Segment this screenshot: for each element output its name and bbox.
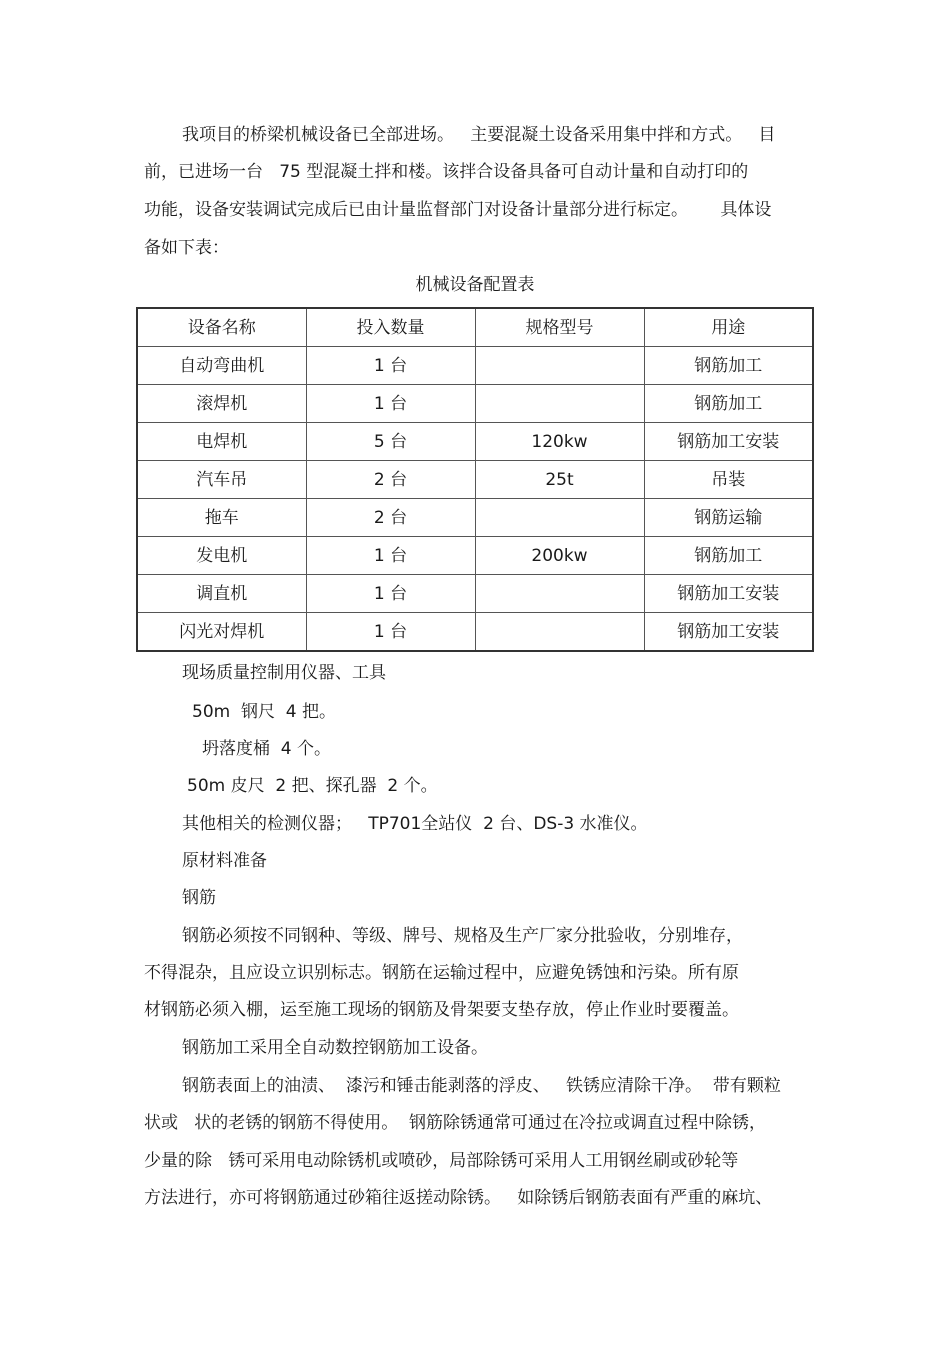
cell-name: 电焊机: [137, 423, 306, 461]
rebar-para3-line: 少量的除 锈可采用电动除锈机或喷砂，局部除锈可采用人工用钢丝刷或砂轮等: [144, 1151, 739, 1171]
instrument-item: 50m 皮尺 2 把、探孔器 2 个。: [187, 776, 438, 796]
cell-spec: 120kw: [475, 423, 644, 461]
intro-line-1: 我项目的桥梁机械设备已全部进场。 主要混凝土设备采用集中拌和方式。 目: [182, 125, 776, 145]
cell-quantity: 5 台: [306, 423, 475, 461]
materials-heading: 原材料准备: [182, 851, 267, 871]
rebar-para1-line: 不得混杂，且应设立识别标志。钢筋在运输过程中，应避免锈蚀和污染。所有原: [144, 963, 739, 983]
cell-usage: 钢筋运输: [644, 499, 813, 537]
cell-quantity: 1 台: [306, 347, 475, 385]
cell-name: 发电机: [137, 537, 306, 575]
instrument-item: 50m 钢尺 4 把。: [192, 702, 337, 722]
table-header-row: [137, 308, 813, 347]
intro-line-3: 功能，设备安装调试完成后已由计量监督部门对设备计量部分进行标定。 具体设: [144, 200, 772, 220]
rebar-para3-line: 钢筋表面上的油渍、 漆污和锤击能剥落的浮皮、 铁锈应清除干净。 带有颗粒: [182, 1076, 781, 1096]
table-row: [137, 423, 813, 461]
table-row: [137, 537, 813, 575]
cell-spec: [475, 499, 644, 537]
cell-quantity: 2 台: [306, 499, 475, 537]
table-caption: 机械设备配置表: [415, 275, 535, 295]
cell-usage: 吊装: [644, 461, 813, 499]
intro-line-2: 前，已进场一台 75 型混凝土拌和楼。该拌合设备具备可自动计量和自动打印的: [144, 162, 749, 182]
instruments-heading: 现场质量控制用仪器、工具: [182, 663, 386, 683]
table-row: [137, 499, 813, 537]
table-row: [137, 347, 813, 385]
cell-usage: 钢筋加工安装: [644, 613, 813, 652]
cell-quantity: 2 台: [306, 461, 475, 499]
cell-name: 调直机: [137, 575, 306, 613]
cell-usage: 钢筋加工: [644, 385, 813, 423]
rebar-para2: 钢筋加工采用全自动数控钢筋加工设备。: [182, 1038, 488, 1058]
cell-spec: 200kw: [475, 537, 644, 575]
table-row: [137, 575, 813, 613]
cell-spec: [475, 575, 644, 613]
rebar-para1-line: 钢筋必须按不同钢种、等级、牌号、规格及生产厂家分批验收，分别堆存，: [182, 926, 743, 946]
rebar-para1-line: 材钢筋必须入棚，运至施工现场的钢筋及骨架要支垫存放，停止作业时要覆盖。: [144, 1000, 739, 1020]
cell-quantity: 1 台: [306, 537, 475, 575]
cell-quantity: 1 台: [306, 385, 475, 423]
cell-usage: 钢筋加工安装: [644, 575, 813, 613]
cell-quantity: 1 台: [306, 575, 475, 613]
rebar-para3-line: 方法进行，亦可将钢筋通过砂箱往返搓动除锈。 如除锈后钢筋表面有严重的麻坑、: [144, 1188, 773, 1208]
table-row: [137, 385, 813, 423]
cell-usage: 钢筋加工安装: [644, 423, 813, 461]
cell-name: 自动弯曲机: [137, 347, 306, 385]
header-cell-usage: 用途: [644, 308, 813, 347]
intro-line-4: 备如下表：: [144, 238, 229, 258]
cell-name: 滚焊机: [137, 385, 306, 423]
cell-usage: 钢筋加工: [644, 537, 813, 575]
instrument-item: 坍落度桶 4 个。: [202, 739, 332, 759]
cell-spec: 25t: [475, 461, 644, 499]
cell-spec: [475, 385, 644, 423]
cell-name: 闪光对焊机: [137, 613, 306, 652]
header-cell-spec: 规格型号: [475, 308, 644, 347]
rebar-para3-line: 状或 状的老锈的钢筋不得使用。 钢筋除锈通常可通过在冷拉或调直过程中除锈，: [144, 1113, 767, 1133]
equipment-table: [136, 307, 814, 652]
table-row: [137, 461, 813, 499]
cell-name: 拖车: [137, 499, 306, 537]
instrument-item: 其他相关的检测仪器； TP701全站仪 2 台、DS-3 水准仪。: [182, 814, 648, 834]
header-cell-name: 设备名称: [137, 308, 306, 347]
table-row: [137, 613, 813, 652]
cell-name: 汽车吊: [137, 461, 306, 499]
cell-quantity: 1 台: [306, 613, 475, 652]
cell-spec: [475, 347, 644, 385]
rebar-subheading: 钢筋: [182, 888, 216, 908]
cell-usage: 钢筋加工: [644, 347, 813, 385]
header-cell-quantity: 投入数量: [306, 308, 475, 347]
cell-spec: [475, 613, 644, 652]
